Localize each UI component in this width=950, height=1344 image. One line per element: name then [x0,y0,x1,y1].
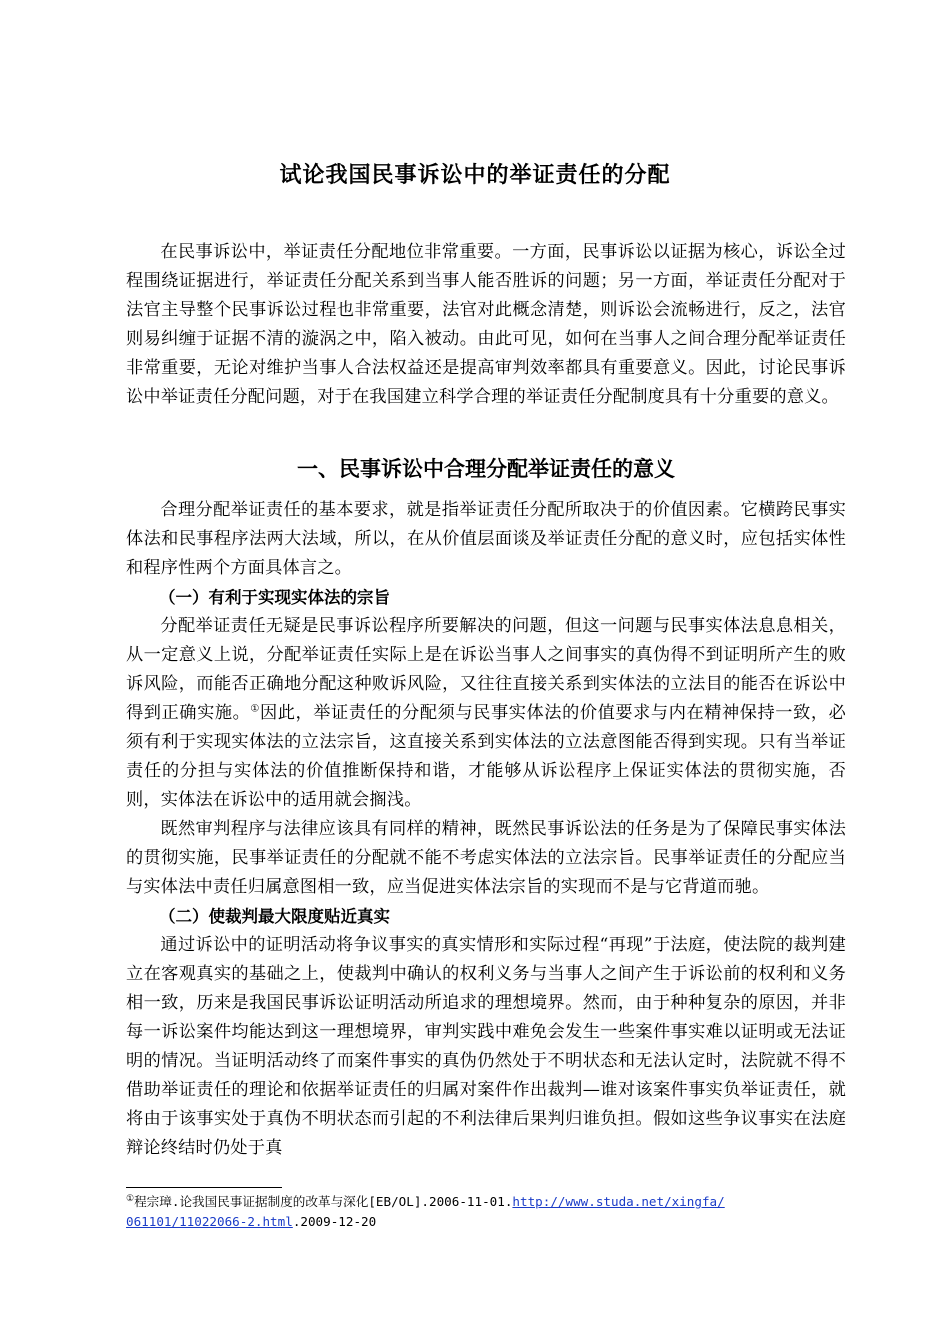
footnote-divider [126,1187,282,1188]
intro-section [126,238,846,412]
footnote-reference[interactable]: ① [250,703,260,715]
subsection-2-paragraph-1: 通过诉讼中的证明活动将争议事实的真实情形和实际过程“再现”于法庭，使法院的裁判建立在客观真实的基础之上，使裁判中确认的权利义务与当事人之间产生于诉讼前的权利和义务相一致，历来是我国民事诉讼证明活动所追求的理想境界。然而，由于种种复杂的原因，并非每一诉讼案件均能达到这一理想境界，审判实践中难免会发生一些案件事实难以证明或无法证明的情况。当证明活动终了而案件事实的真伪仍然处于不明状态和无法认定时，法院就不得不借助举证责任的理论和依据举证责任的归属对案件作出裁判—谁对该案件事实负举证责任，就将由于该事实处于真伪不明状态而引起的不利法律后果判归谁负担。假如这些争议事实在法庭辩论终结时仍处于真 [126,935,846,1158]
section-1-body [126,496,846,1163]
section-1-heading: 一、民事诉讼中合理分配举证责任的意义 [297,457,675,481]
footnote-marker: ① [126,1193,135,1204]
footnote-link-part-1[interactable]: http://www.studa.net/xingfa/ [512,1194,725,1209]
section-1-paragraph: 合理分配举证责任的基本要求，就是指举证责任分配所取决于的价值因素。它横跨民事实体法和民事程序法两大法域，所以，在从价值层面谈及举证责任分配的意义时，应包括实体性和程序性两个方面具体言之。 [126,500,846,578]
subsection-1-p1-text-a: 分配举证责任无疑是民事诉讼程序所要解决的问题，但这一问题与民事实体法息息相关，从一定意义上说，分配举证责任实际上是在诉讼当事人之间事实的真伪得不到证明所产生的败诉风险，而能否正确地分配这种败诉风险，又往往直接关系到实体法的立法目的能否在诉讼中得到正确实施。 [126,616,846,723]
footnote-access-date: .2009-12-20 [292,1214,377,1229]
footnote-citation: 程宗璋.论我国民事证据制度的改革与深化[EB/OL].2006-11-01. [134,1194,513,1209]
section-1 [126,454,846,484]
intro-paragraph: 在民事诉讼中，举证责任分配地位非常重要。一方面，民事诉讼以证据为核心，诉讼全过程围绕证据进行，举证责任分配关系到当事人能否胜诉的问题；另一方面，举证责任分配对于法官主导整个民事诉讼过程也非常重要，法官对此概念清楚，则诉讼会流畅进行，反之，法官则易纠缠于证据不清的漩涡之中，陷入被动。由此可见，如何在当事人之间合理分配举证责任非常重要，无论对维护当事人合法权益还是提高审判效率都具有重要意义。因此，讨论民事诉讼中举证责任分配问题，对于在我国建立科学合理的举证责任分配制度具有十分重要的意义。 [126,242,846,407]
subsection-1-p1-text-b: 因此，举证责任的分配须与民事实体法的价值要求与内在精神保持一致，必须有利于实现实体法的立法宗旨，这直接关系到实体法的立法意图能否得到实现。只有当举证责任的分担与实体法的价值推断保持和谐，才能够从诉讼程序上保证实体法的贯彻实施，否则，实体法在诉讼中的适用就会搁浅。 [126,703,847,810]
subsection-1-heading: （一）有利于实现实体法的宗旨 [159,588,390,607]
document-title: 试论我国民事诉讼中的举证责任的分配 [279,163,671,188]
subsection-1-paragraph-1 [126,612,846,815]
subsection-2-heading: （二）使裁判最大限度贴近真实 [159,907,390,926]
footnote [126,1192,846,1232]
footnote-link-part-2[interactable]: 061101/11022066-2.html [126,1214,293,1229]
subsection-1-paragraph-2: 既然审判程序与法律应该具有同样的精神，既然民事诉讼法的任务是为了保障民事实体法的贯彻实施，民事举证责任的分配就不能不考虑实体法的立法宗旨。民事举证责任的分配应当与实体法中责任归属意图相一致，应当促进实体法宗旨的实现而不是与它背道而驰。 [126,819,846,897]
